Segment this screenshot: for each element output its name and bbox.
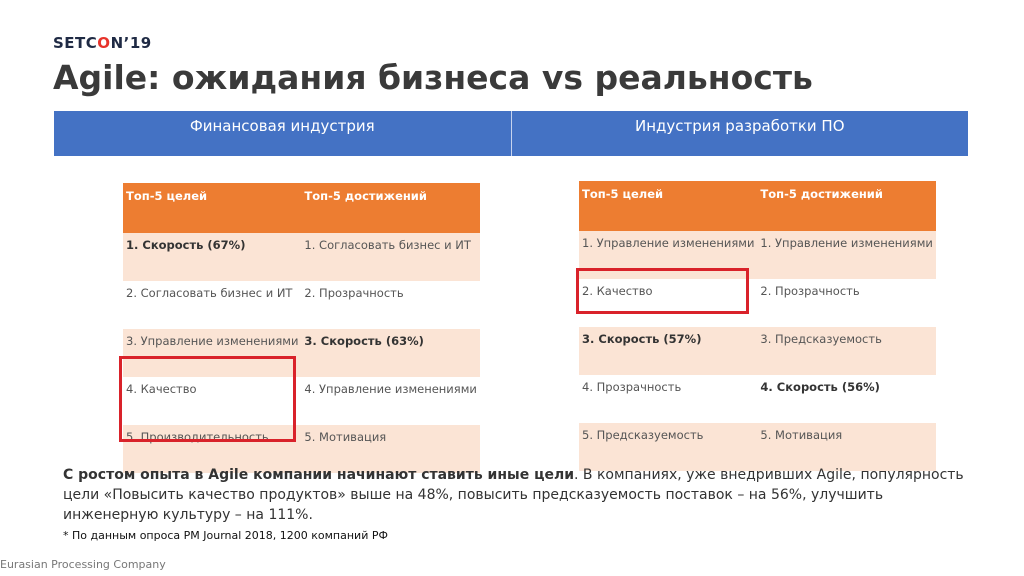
page-title: Agile: ожидания бизнеса vs реальность bbox=[53, 58, 813, 97]
table-cell: 1. Управление изменениями bbox=[579, 231, 757, 279]
finance-highlight-box bbox=[119, 356, 296, 442]
table-cell: 4. Качество bbox=[123, 377, 301, 425]
table-cell: 5. Мотивация bbox=[757, 423, 935, 471]
table-cell: 2. Прозрачность bbox=[757, 279, 935, 327]
table-row bbox=[579, 375, 936, 423]
table-cell: 2. Согласовать бизнес и ИТ bbox=[123, 281, 301, 329]
table-cell: 3. Предсказуемость bbox=[757, 327, 935, 375]
table-cell: 1. Согласовать бизнес и ИТ bbox=[301, 233, 479, 281]
table-cell: 2. Качество bbox=[579, 279, 757, 327]
conclusion-rest: . В компаниях, уже внедривших Agile, популярность цели «Повысить качество продуктов» выше на 48%, повысить предсказуемость поставок – на 56%, улучшить инженерную культуру – на 111%. bbox=[63, 467, 964, 523]
table-cell: 5. Мотивация bbox=[301, 425, 479, 473]
table-cell: 3. Скорость (63%) bbox=[301, 329, 479, 377]
table-row bbox=[579, 327, 936, 375]
conclusion-bold: С ростом опыта в Agile компании начинают ставить иные цели bbox=[63, 467, 575, 483]
table-row bbox=[123, 281, 480, 329]
company-name: Eurasian Processing Company bbox=[0, 558, 166, 571]
industry-band bbox=[54, 111, 968, 156]
table-row bbox=[579, 423, 936, 471]
table-cell: 1. Управление изменениями bbox=[757, 231, 935, 279]
table-cell: 4. Управление изменениями bbox=[301, 377, 479, 425]
setcon-logo: SETCON’19 bbox=[53, 34, 152, 52]
table-cell: 3. Управление изменениями bbox=[123, 329, 301, 377]
conclusion-text bbox=[63, 465, 973, 525]
software-highlight-box bbox=[576, 268, 749, 314]
table-cell: 5. Предсказуемость bbox=[579, 423, 757, 471]
header-goals: Топ-5 целей bbox=[579, 181, 757, 231]
table-cell: 2. Прозрачность bbox=[301, 281, 479, 329]
table-header-row bbox=[579, 181, 936, 231]
band-finance-label: Финансовая индустрия bbox=[54, 111, 512, 156]
table-cell: 5. Производительность bbox=[123, 425, 301, 473]
software-table bbox=[579, 181, 936, 471]
table-row bbox=[123, 233, 480, 281]
header-achievements: Топ-5 достижений bbox=[301, 183, 479, 233]
table-cell: 1. Скорость (67%) bbox=[123, 233, 301, 281]
band-software-label: Индустрия разработки ПО bbox=[634, 117, 845, 135]
header-achievements: Топ-5 достижений bbox=[757, 181, 935, 231]
table-header-row bbox=[123, 183, 480, 233]
table-cell: 3. Скорость (57%) bbox=[579, 327, 757, 375]
table-cell: 4. Прозрачность bbox=[579, 375, 757, 423]
table-cell: 4. Скорость (56%) bbox=[757, 375, 935, 423]
header-goals: Топ-5 целей bbox=[123, 183, 301, 233]
footnote: * По данным опроса PM Journal 2018, 1200 компаний РФ bbox=[63, 529, 388, 542]
